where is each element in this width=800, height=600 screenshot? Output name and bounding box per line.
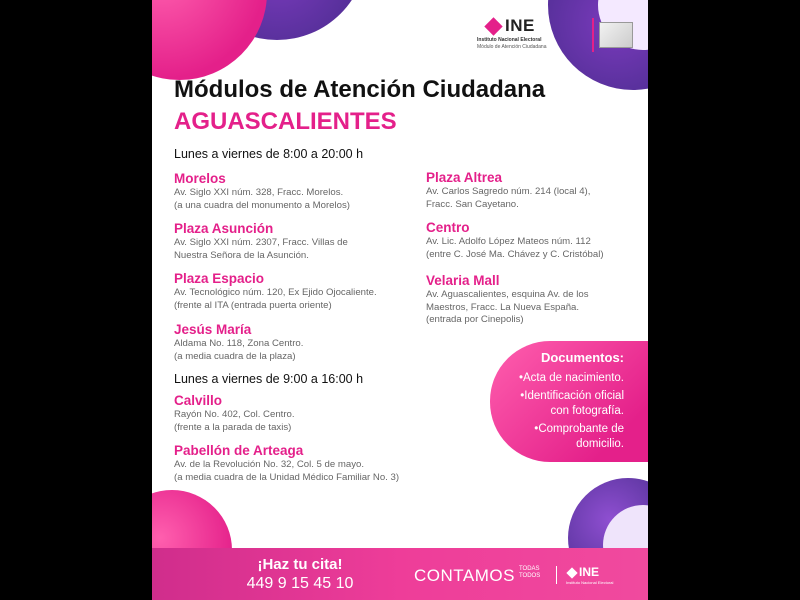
module-seal-icon [599, 22, 633, 48]
documents-title: Documentos: [540, 350, 624, 365]
module-item [426, 169, 590, 211]
module-item [174, 170, 350, 212]
module-item [174, 220, 348, 262]
footer-brand-sub: Instituto Nacional Electoral [566, 580, 614, 585]
schedule-heading: Lunes a viernes de 8:00 a 20:00 h [174, 147, 364, 161]
module-address: Av. Aguascalientes, esquina Av. de los Maestros, Fracc. La Nueva España. (entrada por Cinepolis) [426, 289, 589, 325]
document-item: •Acta de nacimiento. [518, 372, 624, 384]
module-address: Av. Lic. Adolfo López Mateos núm. 112 (entre C. José Ma. Chávez y C. Cristóbal) [426, 236, 604, 260]
module-item [174, 270, 377, 312]
module-name: Plaza Espacio [174, 271, 265, 286]
module-address: Av. de la Revolución No. 32, Col. 5 de mayo. (a media cuadra de la Unidad Médico Familiar No. 3) [174, 459, 400, 483]
module-address: Aldama No. 118, Zona Centro. (a media cuadra de la plaza) [174, 338, 304, 362]
logo-line1: Instituto Nacional Electoral [477, 37, 542, 43]
decorative-blob [152, 0, 267, 80]
ine-logo [477, 16, 637, 56]
documents-bubble [490, 341, 648, 462]
module-item [174, 392, 295, 434]
logo-brand: INE [505, 16, 535, 35]
logo-divider [592, 18, 594, 52]
module-address: Av. Siglo XXI núm. 328, Fracc. Morelos. (a una cuadra del monumento a Morelos) [174, 187, 350, 211]
module-item [426, 272, 589, 327]
module-name: Jesús María [174, 322, 252, 337]
module-name: Pabellón de Arteaga [174, 443, 304, 458]
poster [152, 0, 648, 600]
document-item: •Identificación oficial con fotografía. [520, 390, 624, 417]
module-item [174, 321, 303, 363]
module-item [426, 219, 604, 261]
module-address: Av. Carlos Sagredo núm. 214 (local 4), Fracc. San Cayetano. [426, 186, 591, 210]
phone-number[interactable]: 449 9 15 45 10 [246, 575, 354, 592]
slogan-small: TODAS TODOS [519, 566, 541, 579]
module-name: Velaria Mall [426, 273, 500, 288]
appointment-cta: ¡Haz tu cita! [257, 556, 343, 573]
diamond-icon [484, 17, 502, 35]
module-name: Morelos [174, 171, 226, 186]
module-name: Plaza Altrea [426, 170, 503, 185]
footer-banner [152, 548, 648, 600]
module-address: Av. Siglo XXI núm. 2307, Fracc. Villas de Nuestra Señora de la Asunción. [174, 237, 348, 261]
schedule-heading: Lunes a viernes de 9:00 a 16:00 h [174, 372, 364, 386]
footer-divider [556, 566, 557, 584]
module-item [174, 442, 399, 484]
module-name: Plaza Asunción [174, 221, 274, 236]
document-item: •Comprobante de domicilio. [534, 423, 624, 450]
diamond-icon [566, 567, 577, 578]
page-subtitle: AGUASCALIENTES [174, 108, 397, 135]
logo-line2: Módulo de Atención Ciudadana [477, 44, 547, 50]
module-address: Rayón No. 402, Col. Centro. (frente a la parada de taxis) [174, 409, 295, 433]
module-name: Calvillo [174, 393, 223, 408]
module-name: Centro [426, 220, 470, 235]
slogan: CONTAMOS [414, 566, 515, 585]
footer-brand: INE [579, 565, 600, 579]
module-address: Av. Tecnológico núm. 120, Ex Ejido Ojocaliente. (frente al ITA (entrada puerta oriente) [174, 287, 377, 311]
page-title: Módulos de Atención Ciudadana [174, 76, 546, 103]
